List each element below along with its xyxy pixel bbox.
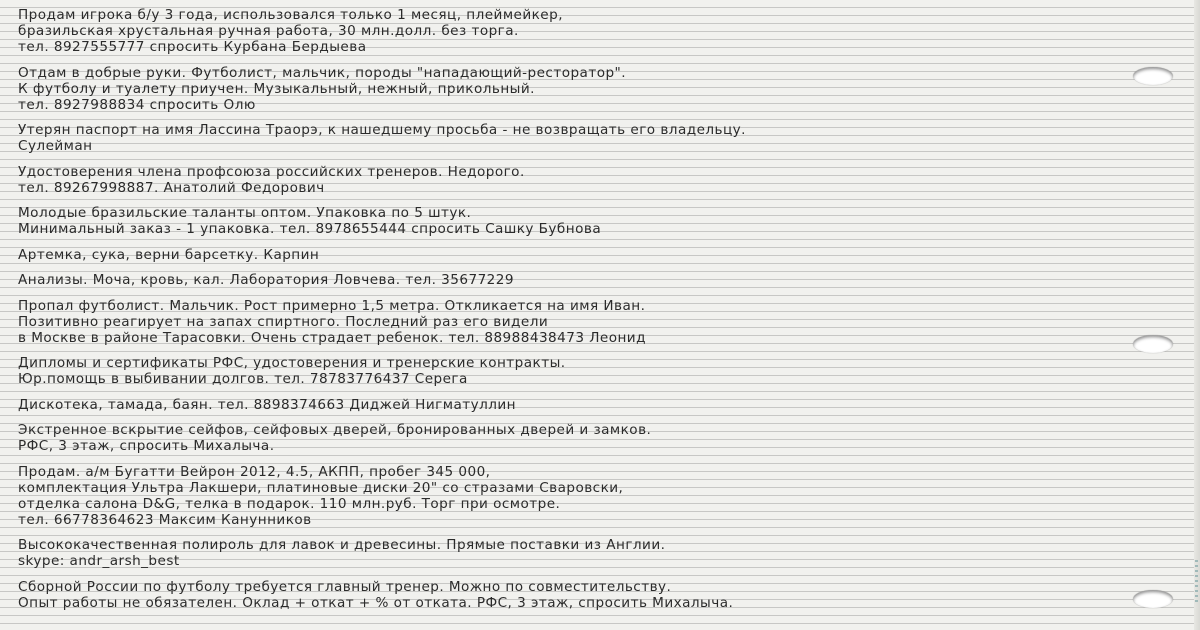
ad-line: РФС, 3 этаж, спросить Михалыча.	[18, 438, 275, 454]
ad-line: Молодые бразильские таланты оптом. Упаковка по 5 штук.	[18, 205, 472, 221]
ad-line: Продам игрока б/у 3 года, использовался только 1 месяц, плеймейкер,	[18, 7, 563, 23]
ad-line: Анализы. Моча, кровь, кал. Лаборатория Ловчева. тел. 35677229	[18, 272, 514, 288]
ad-line: Продам. а/м Бугатти Вейрон 2012, 4.5, АКПП, пробег 345 000,	[18, 463, 491, 480]
binder-hole	[1133, 67, 1173, 85]
ad-line: тел. 8927988834 спросить Олю	[18, 96, 256, 113]
ad-item	[18, 7, 1128, 55]
ad-line: бразильская хрустальная ручная работа, 30 млн.долл. без торга.	[18, 23, 519, 39]
ad-line: тел. 66778364623 Максим Канунников	[18, 511, 312, 528]
ad-item	[18, 272, 1128, 288]
ad-item	[18, 205, 1128, 237]
ad-line: Пропал футболист. Мальчик. Рост примерно 1,5 метра. Откликается на имя Иван.	[18, 297, 646, 314]
classified-ads-list	[18, 7, 1128, 620]
ad-line: Сборной России по футболу требуется главный тренер. Можно по совместительству.	[18, 578, 672, 595]
edge-perforation	[1195, 560, 1198, 605]
ad-item	[18, 537, 1128, 569]
ad-line: Отдам в добрые руки. Футболист, мальчик, породы "нападающий-ресторатор".	[18, 64, 627, 81]
binder-hole	[1133, 590, 1173, 608]
ad-line: Позитивно реагирует на запах спиртного. Последний раз его видели	[18, 313, 549, 330]
ad-line: Дискотека, тамада, баян. тел. 8898374663 Диджей Нигматуллин	[18, 396, 516, 413]
ad-line: Минимальный заказ - 1 упаковка. тел. 8978655444 спросить Сашку Бубнова	[18, 221, 602, 237]
ad-line: тел. 89267998887. Анатолий Федорович	[18, 179, 325, 196]
ad-line: К футболу и туалету приучен. Музыкальный, нежный, прикольный.	[18, 80, 535, 97]
ad-item	[18, 298, 1128, 346]
ad-item	[18, 355, 1128, 387]
ad-item	[18, 247, 1128, 263]
ad-line: Дипломы и сертификаты РФС, удостоверения и тренерские контракты.	[18, 355, 566, 371]
ad-line: Экстренное вскрытие сейфов, сейфовых дверей, бронированных дверей и замков.	[18, 422, 652, 438]
ad-line: Высококачественная полироль для лавок и древесины. Прямые поставки из Англии.	[18, 537, 666, 553]
ad-item	[18, 422, 1128, 454]
ad-line: Артемка, сука, верни барсетку. Карпин	[18, 246, 320, 263]
ad-line: skype: andr_arsh_best	[18, 553, 180, 569]
ad-line: Юр.помощь в выбивании долгов. тел. 78783776437 Серега	[18, 371, 468, 387]
ad-line: в Москве в районе Тарасовки. Очень страдает ребенок. тел. 88988438473 Леонид	[18, 329, 646, 346]
ad-item	[18, 464, 1128, 528]
ad-line: Утерян паспорт на имя Лассина Траорэ, к нашедшему просьба - не возвращать его владельцу.	[18, 122, 746, 138]
ad-item	[18, 164, 1128, 196]
ad-line: отделка салона D&G, телка в подарок. 110 млн.руб. Торг при осмотре.	[18, 495, 561, 512]
ad-line: комплектация Ультра Лакшери, платиновые диски 20" со стразами Сваровски,	[18, 479, 624, 496]
ad-item	[18, 579, 1128, 611]
ad-item	[18, 397, 1128, 413]
ad-line: Опыт работы не обязателен. Оклад + откат + % от отката. РФС, 3 этаж, спросить Михалыча.	[18, 594, 734, 611]
ad-item	[18, 65, 1128, 113]
ad-line: Сулейман	[18, 138, 93, 154]
ad-line: тел. 8927555777 спросить Курбана Бердыева	[18, 39, 367, 55]
page-edge	[1194, 0, 1200, 630]
binder-hole	[1133, 335, 1173, 353]
ad-line: Удостоверения члена профсоюза российских тренеров. Недорого.	[18, 163, 525, 180]
ad-item	[18, 122, 1128, 154]
